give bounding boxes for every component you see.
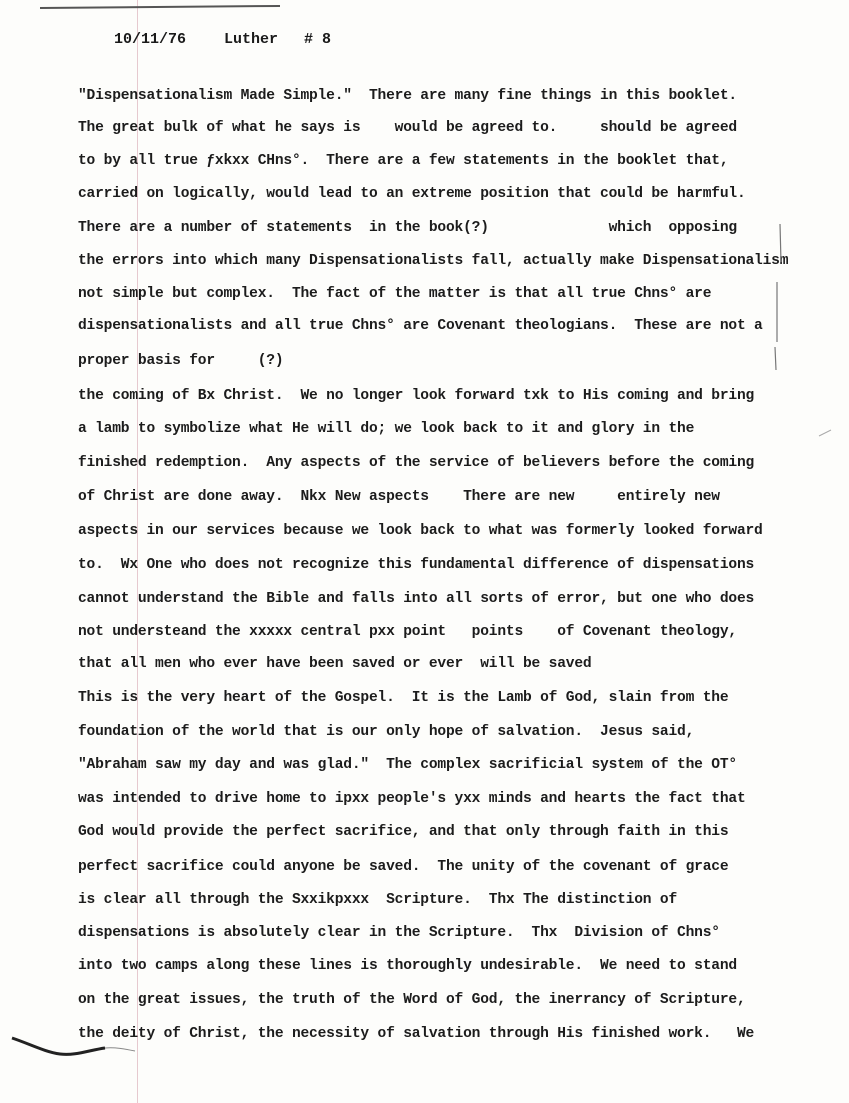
text-line: The great bulk of what he says is would be agreed to. should be agreed [78,120,737,136]
pencil-dash-mark [818,428,832,438]
text-line: to by all true ƒxkxx CHns°. There are a few statements in the booklet that, [78,153,729,169]
text-line: perfect sacrifice could anyone be saved. The unity of the covenant of grace [78,859,729,875]
header-number: # 8 [304,31,332,48]
text-line: the deity of Christ, the necessity of salvation through His finished work. We [78,1026,755,1042]
text-line: was intended to drive home to ipxx people's yxx minds and hearts the fact that [78,791,746,807]
text-line: is clear all through the Sxxikpxxx Scripture. Thx The distinction of [78,892,678,908]
text-line: not simple but complex. The fact of the matter is that all true Chns° are [78,286,712,302]
text-line: not understeand the xxxxx central pxx point points of Covenant theology, [78,624,737,640]
text-line: on the great issues, the truth of the Word of God, the inerrancy of Scripture, [78,992,746,1008]
page-header [78,14,331,65]
text-line: the coming of Bx Christ. We no longer look forward txk to His coming and bring [78,388,755,404]
text-line: to. Wx One who does not recognize this fundamental difference of dispensations [78,557,755,573]
text-line: "Dispensationalism Made Simple." There are many fine things in this booklet. [78,88,737,104]
text-line: of Christ are done away. Nkx New aspects There are new entirely new [78,489,720,505]
text-line: aspects in our services because we look back to what was formerly looked forward [78,523,763,539]
text-line: into two camps along these lines is thoroughly undesirable. We need to stand [78,958,737,974]
header-name: Luther [224,31,279,48]
text-line: cannot understand the Bible and falls into all sorts of error, but one who does [78,591,755,607]
text-line: that all men who ever have been saved or ever will be saved [78,656,592,672]
text-line: This is the very heart of the Gospel. It is the Lamb of God, slain from the [78,690,729,706]
text-line: a lamb to symbolize what He will do; we look back to it and glory in the [78,421,695,437]
text-line: carried on logically, would lead to an extreme position that could be harmful. [78,186,746,202]
margin-bracket-mark [772,222,784,372]
text-line: proper basis for (?) [78,353,284,369]
text-line: "Abraham saw my day and was glad." The complex sacrificial system of the OT° [78,757,737,773]
header-date: 10/11/76 [114,31,187,48]
text-line: dispensationalists and all true Chns° are Covenant theologians. These are not a [78,318,763,334]
text-line: foundation of the world that is our only hope of salvation. Jesus said, [78,724,695,740]
text-line: finished redemption. Any aspects of the service of believers before the coming [78,455,755,471]
pen-stroke-top [40,5,280,9]
text-line: God would provide the perfect sacrifice, and that only through faith in this [78,824,729,840]
text-line: the errors into which many Dispensationalists fall, actually make Dispensationalism [78,253,789,269]
text-line: There are a number of statements in the book(?) which opposing [78,220,737,236]
pen-stroke-bottom [10,1030,150,1070]
text-line: dispensations is absolutely clear in the Scripture. Thx Division of Chns° [78,925,720,941]
